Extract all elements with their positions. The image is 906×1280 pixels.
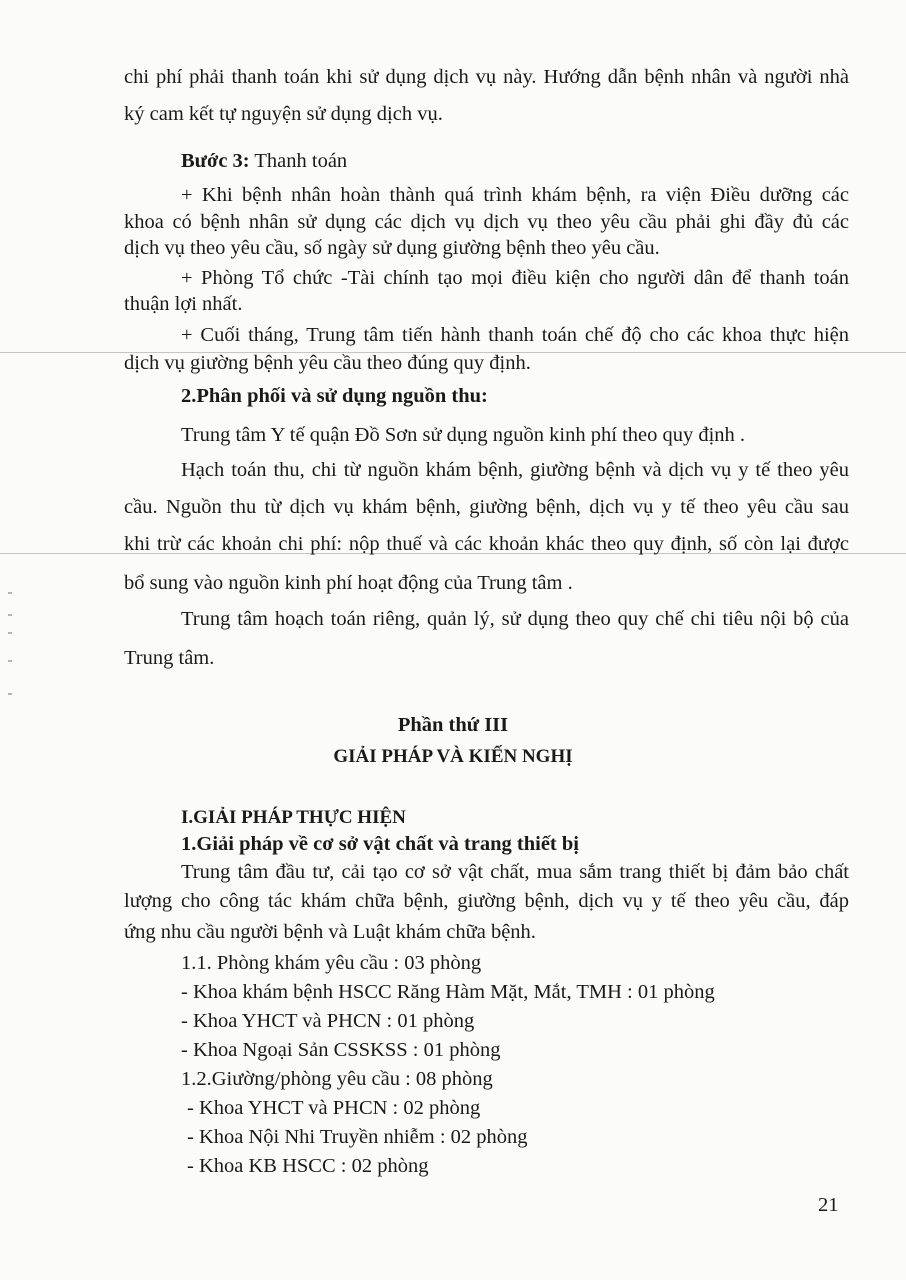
paragraph-line: Trung tâm đầu tư, cải tạo cơ sở vật chất, mua sắm trang thiết bị đảm bảo chất (181, 861, 849, 883)
list-item: - Khoa KB HSCC : 02 phòng (187, 1155, 429, 1177)
page-number: 21 (818, 1194, 839, 1216)
paragraph-line: + Khi bệnh nhân hoàn thành quá trình khám bệnh, ra viện Điều dưỡng các (181, 184, 849, 206)
paragraph-line: dịch vụ theo yêu cầu, số ngày sử dụng giường bệnh theo yêu cầu. (124, 237, 660, 259)
list-item: 1.1. Phòng khám yêu cầu : 03 phòng (181, 952, 482, 974)
paragraph-line: dịch vụ giường bệnh yêu cầu theo đúng quy định. (124, 352, 531, 374)
part-subtitle: GIẢI PHÁP VÀ KIẾN NGHỊ (333, 746, 573, 767)
paragraph-line: Trung tâm. (124, 647, 215, 669)
paragraph-line: thuận lợi nhất. (124, 293, 243, 315)
part-title: Phần thứ III (397, 714, 509, 736)
paragraph-line: Hạch toán thu, chi từ nguồn khám bệnh, giường bệnh và dịch vụ y tế theo yêu (181, 459, 849, 481)
list-item: - Khoa YHCT và PHCN : 01 phòng (181, 1010, 475, 1032)
step-text: Thanh toán (249, 150, 348, 172)
paragraph-line: bổ sung vào nguồn kinh phí hoạt động của Trung tâm . (124, 572, 573, 594)
scan-speck (8, 592, 12, 594)
paragraph-line: + Phòng Tổ chức -Tài chính tạo mọi điều kiện cho người dân để thanh toán (181, 267, 849, 289)
paragraph-line: lượng cho công tác khám chữa bệnh, giường bệnh, dịch vụ y tế theo yêu cầu, đáp (124, 890, 849, 912)
scan-speck (8, 693, 12, 695)
paragraph-line: khi trừ các khoản chi phí: nộp thuế và các khoản khác theo quy định, số còn lại được (124, 533, 849, 555)
paragraph-line: Trung tâm Y tế quận Đồ Sơn sử dụng nguồn kinh phí theo quy định . (181, 424, 746, 446)
list-item: - Khoa YHCT và PHCN : 02 phòng (187, 1097, 481, 1119)
paragraph-line: ứng nhu cầu người bệnh và Luật khám chữa bệnh. (124, 921, 536, 943)
paragraph-line: chi phí phải thanh toán khi sử dụng dịch vụ này. Hướng dẫn bệnh nhân và người nhà (124, 66, 849, 88)
list-item: - Khoa Ngoại Sản CSSKSS : 01 phòng (181, 1039, 501, 1061)
section-heading: 2.Phân phối và sử dụng nguồn thu: (181, 385, 488, 407)
scan-speck (8, 614, 12, 616)
list-item: 1.2.Giường/phòng yêu cầu : 08 phòng (181, 1068, 493, 1090)
step-label: Bước 3: (181, 150, 250, 172)
subsection-heading: 1.Giải pháp về cơ sở vật chất và trang thiết bị (181, 833, 579, 855)
list-item: - Khoa khám bệnh HSCC Răng Hàm Mặt, Mắt, TMH : 01 phòng (181, 981, 715, 1003)
paragraph-line: ký cam kết tự nguyện sử dụng dịch vụ. (124, 103, 443, 125)
solutions-heading: I.GIẢI PHÁP THỰC HIỆN (181, 807, 406, 828)
paragraph-line: Trung tâm hoạch toán riêng, quản lý, sử dụng theo quy chế chi tiêu nội bộ của (181, 608, 849, 630)
step-heading (181, 151, 347, 172)
paragraph-line: cầu. Nguồn thu từ dịch vụ khám bệnh, giường bệnh, dịch vụ y tế theo yêu cầu sau (124, 496, 849, 518)
paragraph-line: + Cuối tháng, Trung tâm tiến hành thanh toán chế độ cho các khoa thực hiện (181, 324, 849, 346)
list-item: - Khoa Nội Nhi Truyền nhiễm : 02 phòng (187, 1126, 528, 1148)
paragraph-line: khoa có bệnh nhân sử dụng các dịch vụ dịch vụ theo yêu cầu phải ghi đầy đủ các (124, 211, 849, 233)
scan-speck (8, 660, 12, 662)
scan-speck (8, 632, 12, 634)
